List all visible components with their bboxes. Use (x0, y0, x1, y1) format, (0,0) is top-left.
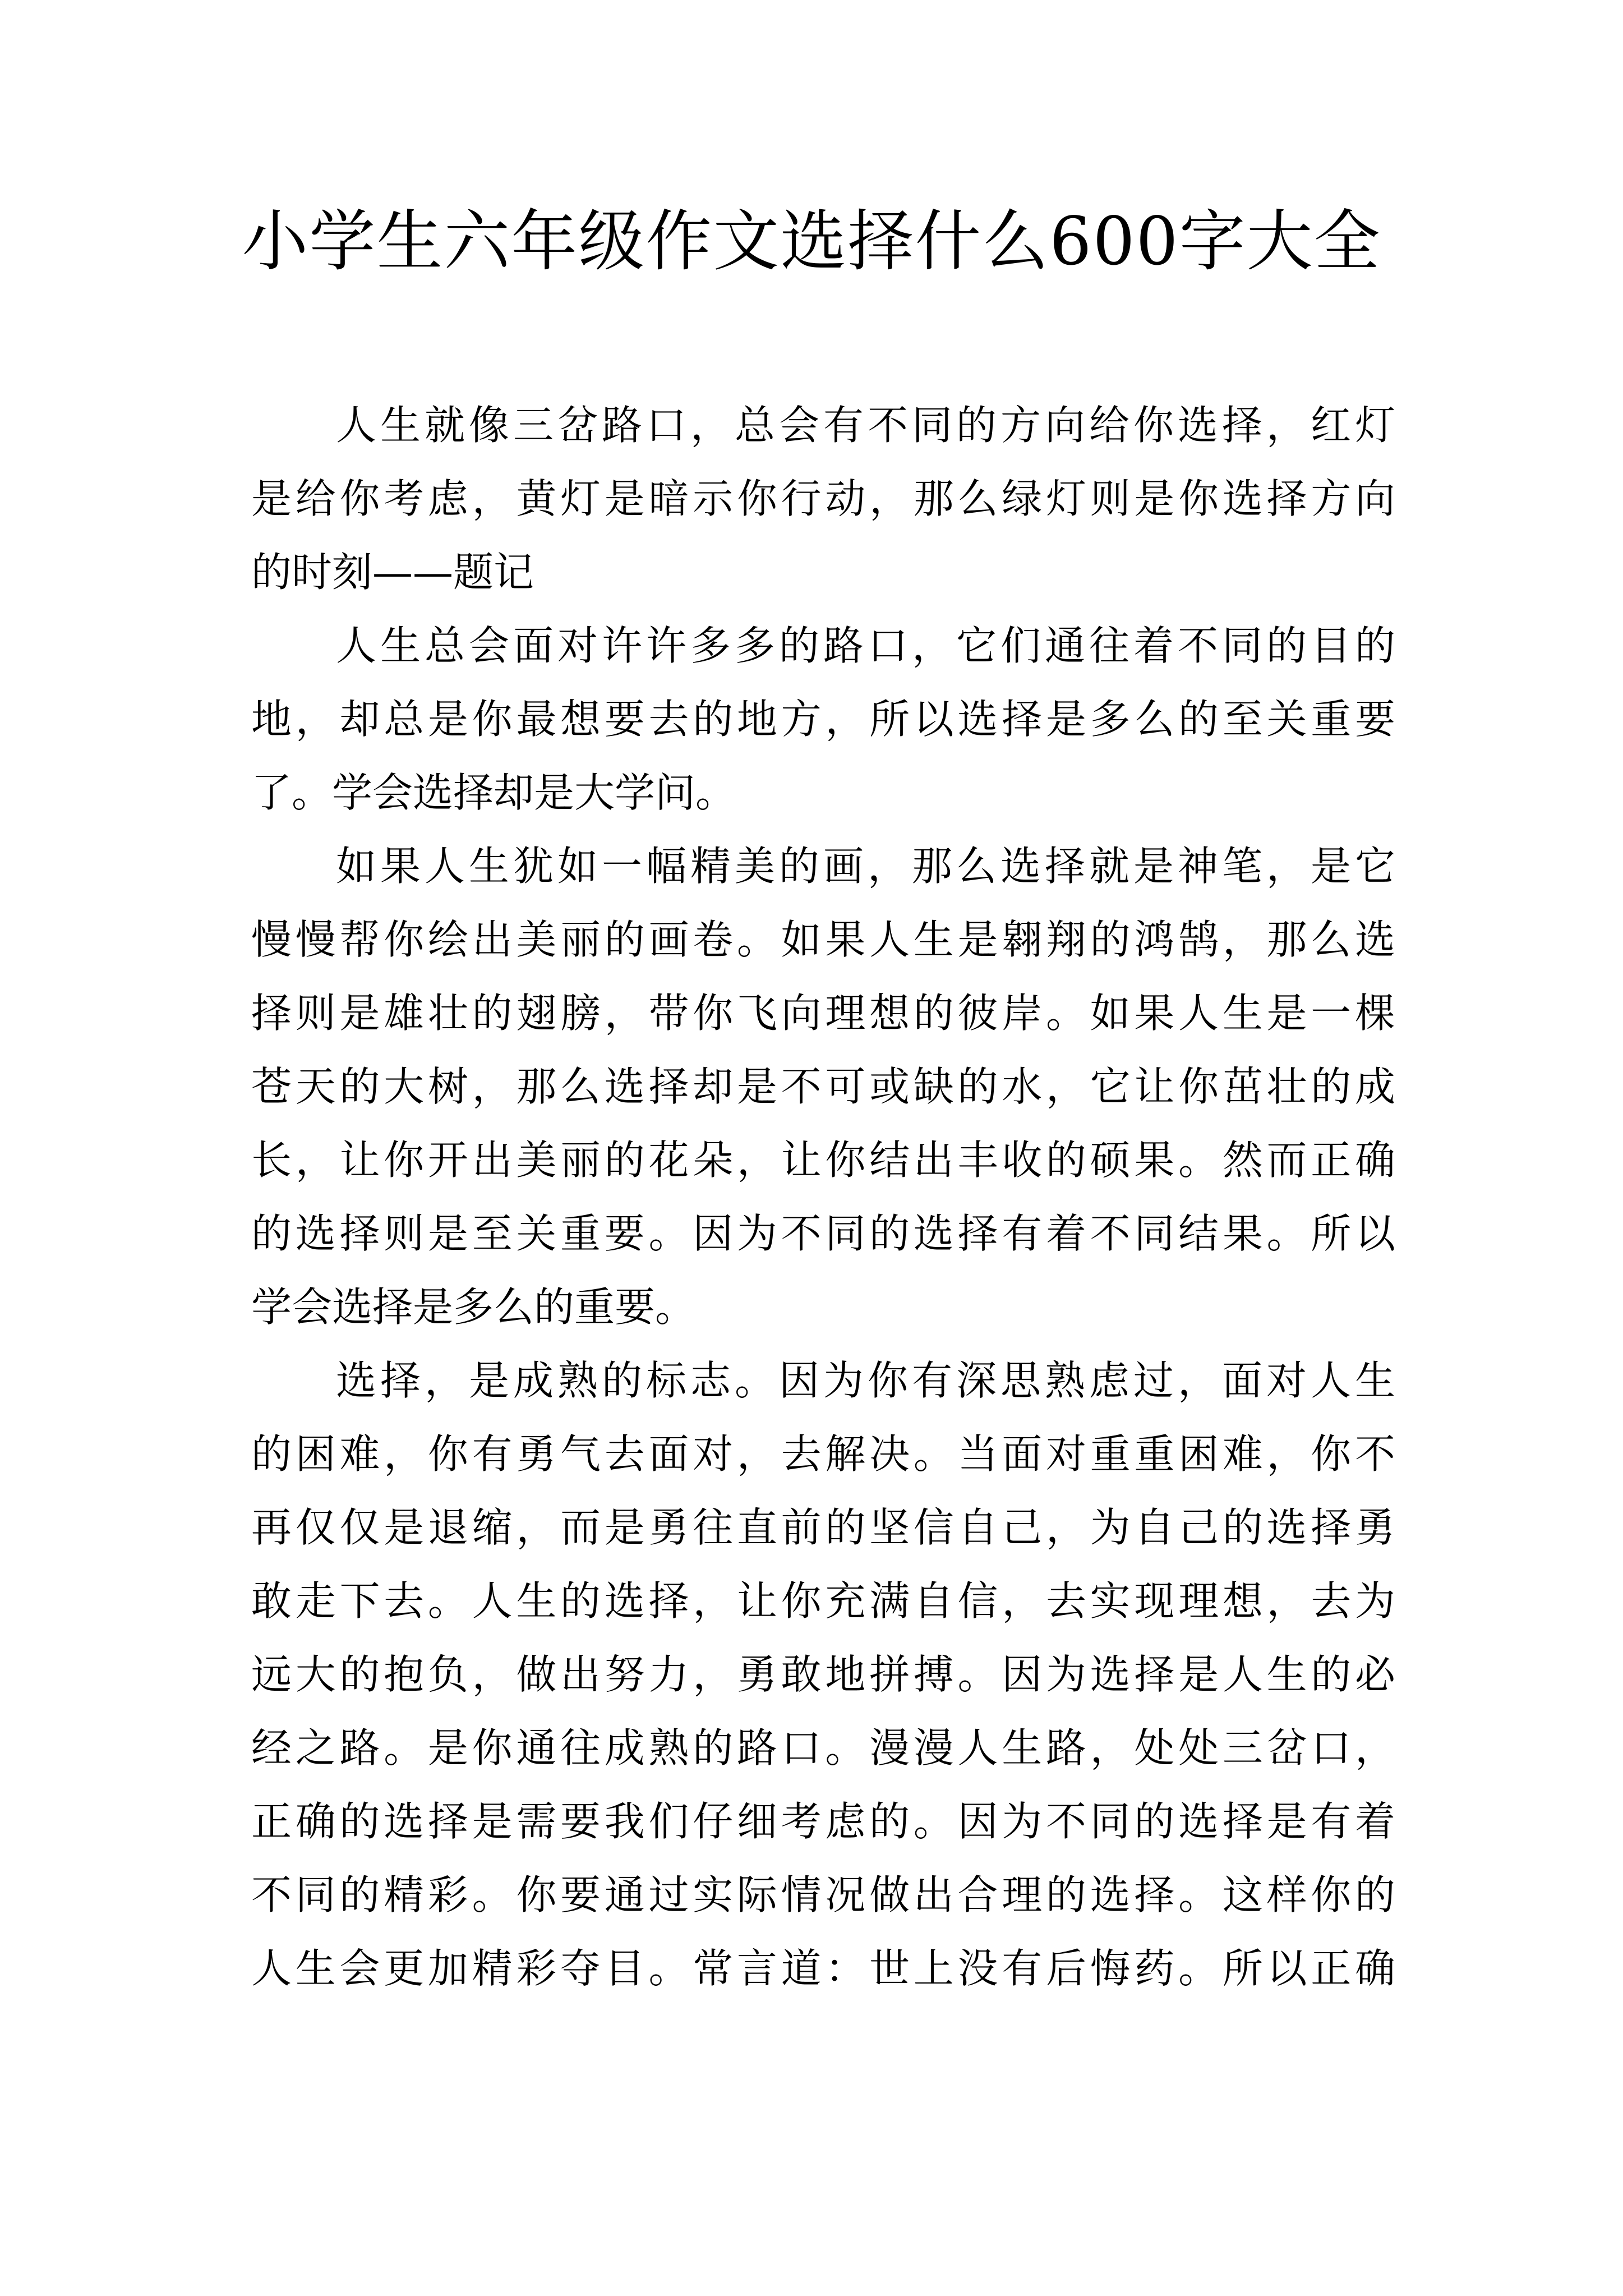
paragraph-1 (251, 389, 1395, 609)
document-body (251, 389, 1395, 2005)
paragraph-line: 长，让你开出美丽的花朵，让你结出丰收的硕果。然而正确 (251, 1137, 1395, 1184)
paragraph-line: 如果人生犹如一幅精美的画，那么选择就是神笔，是它 (336, 843, 1395, 890)
paragraph-line: 的选择则是至关重要。因为不同的选择有着不同结果。所以 (251, 1210, 1395, 1257)
paragraph-line: 正确的选择是需要我们仔细考虑的。因为不同的选择是有着 (251, 1798, 1395, 1845)
paragraph-line: 苍天的大树，那么选择却是不可或缺的水，它让你茁壮的成 (251, 1063, 1395, 1110)
paragraph-line: 选择，是成熟的标志。因为你有深思熟虑过，面对人生 (336, 1357, 1395, 1404)
paragraph-line: 人生总会面对许许多多的路口，它们通往着不同的目的 (336, 622, 1395, 669)
paragraph-line: 人生会更加精彩夺目。常言道：世上没有后悔药。所以正确 (251, 1945, 1395, 1992)
paragraph-line: 人生就像三岔路口，总会有不同的方向给你选择，红灯 (336, 402, 1395, 449)
paragraph-line: 地，却总是你最想要去的地方，所以选择是多么的至关重要 (251, 696, 1395, 743)
paragraph-line: 不同的精彩。你要通过实际情况做出合理的选择。这样你的 (251, 1871, 1395, 1918)
paragraph-line: 的时刻——题记 (251, 549, 534, 596)
paragraph-2 (251, 609, 1395, 830)
paragraph-line: 再仅仅是退缩，而是勇往直前的坚信自己，为自己的选择勇 (251, 1504, 1395, 1551)
paragraph-line: 的困难，你有勇气去面对，去解决。当面对重重困难，你不 (251, 1430, 1395, 1478)
paragraph-line: 学会选择是多么的重要。 (251, 1283, 696, 1331)
paragraph-line: 择则是雄壮的翅膀，带你飞向理想的彼岸。如果人生是一棵 (251, 990, 1395, 1037)
paragraph-3 (251, 830, 1395, 1344)
paragraph-line: 了。学会选择却是大学问。 (251, 769, 736, 816)
paragraph-line: 远大的抱负，做出努力，勇敢地拼搏。因为选择是人生的必 (251, 1651, 1395, 1698)
paragraph-4 (251, 1344, 1395, 2005)
document-title: 小学生六年级作文选择什么600字大全 (242, 203, 1381, 280)
paragraph-line: 敢走下去。人生的选择，让你充满自信，去实现理想，去为 (251, 1577, 1395, 1625)
paragraph-line: 经之路。是你通往成熟的路口。漫漫人生路，处处三岔口， (251, 1724, 1395, 1772)
paragraph-line: 慢慢帮你绘出美丽的画卷。如果人生是翱翔的鸿鹄，那么选 (251, 916, 1395, 963)
paragraph-line: 是给你考虑，黄灯是暗示你行动，那么绿灯则是你选择方向 (251, 475, 1395, 522)
